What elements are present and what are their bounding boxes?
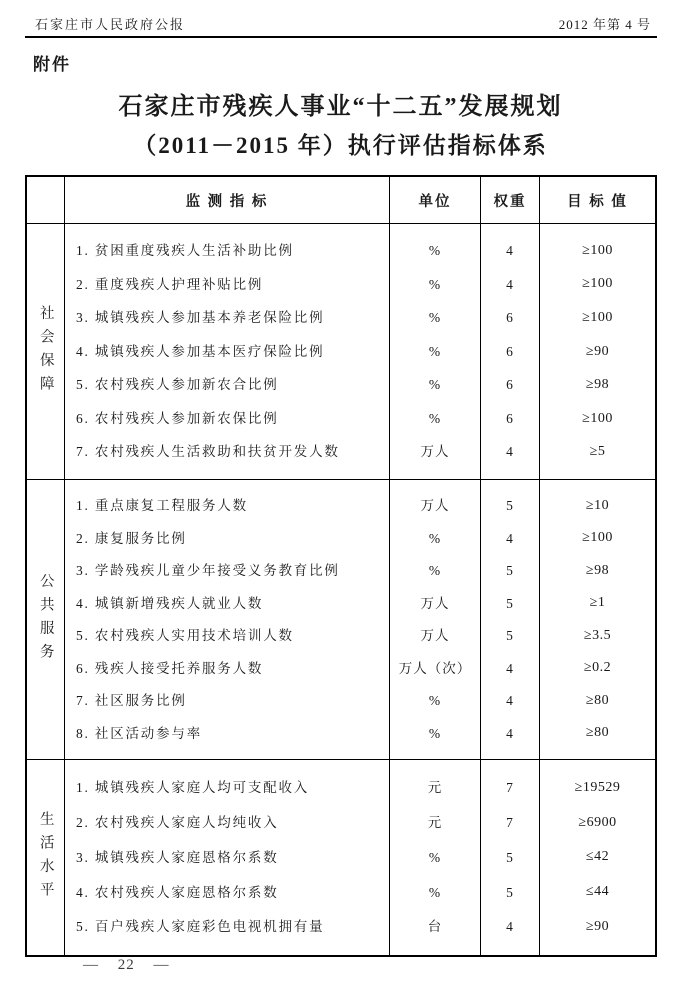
weight-column <box>480 760 539 955</box>
group-category-label <box>27 224 64 479</box>
weight-cell: 4 <box>506 243 514 259</box>
table-group <box>27 479 655 759</box>
unit-cell: 万人 <box>420 498 450 513</box>
weight-cell: 7 <box>506 815 514 830</box>
weight-cell: 5 <box>506 849 514 865</box>
indicator-cell: 6. 残疾人接受托养服务人数 <box>76 660 264 676</box>
group-category-text: 生活水平 <box>37 810 54 905</box>
unit-cell: 元 <box>427 815 443 830</box>
table-body <box>27 223 655 955</box>
indicator-cell: 4. 农村残疾人家庭恩格尔系数 <box>76 884 279 900</box>
unit-cell: 万人 <box>420 444 450 460</box>
indicator-cell: 2. 康复服务比例 <box>76 530 187 546</box>
table-group <box>27 223 655 479</box>
unit-cell: % <box>428 243 442 259</box>
weight-cell: 4 <box>506 530 514 546</box>
target-cell: ≥100 <box>582 410 613 426</box>
weight-cell: 6 <box>506 310 514 326</box>
weight-cell: 5 <box>506 884 514 900</box>
unit-cell: % <box>428 849 442 865</box>
target-cell: ≥6900 <box>578 814 617 830</box>
indicator-cell: 1. 贫困重度残疾人生活补助比例 <box>76 243 294 259</box>
document-title-line2: （2011－2015 年）执行评估指标体系 <box>133 133 548 158</box>
indicator-cell: 2. 重度残疾人护理补贴比例 <box>76 276 264 292</box>
target-cell: ≥19529 <box>574 779 621 795</box>
indicator-cell: 3. 学龄残疾儿童少年接受义务教育比例 <box>76 563 340 578</box>
target-cell: ≥90 <box>585 919 610 935</box>
indicator-cell: 6. 农村残疾人参加新农保比例 <box>76 410 279 426</box>
target-cell: ≥100 <box>582 309 613 325</box>
indicator-cell: 1. 城镇残疾人家庭人均可支配收入 <box>76 780 310 796</box>
indicator-cell: 8. 社区活动参与率 <box>76 725 202 741</box>
unit-cell: % <box>428 276 442 292</box>
target-cell: ≥90 <box>585 343 610 359</box>
indicator-cell: 3. 城镇残疾人家庭恩格尔系数 <box>76 849 279 865</box>
weight-cell: 5 <box>506 628 514 643</box>
target-column <box>539 760 655 955</box>
weight-cell: 4 <box>506 660 514 676</box>
target-cell: ≥80 <box>585 692 610 708</box>
target-cell: ≥1 <box>589 595 606 611</box>
target-cell: ≥100 <box>582 276 613 292</box>
unit-cell: 万人 <box>420 628 450 643</box>
unit-cell: % <box>428 693 442 708</box>
unit-cell: 万人 <box>420 595 450 611</box>
target-cell: ≤44 <box>585 884 610 900</box>
indicator-cell: 2. 农村残疾人家庭人均纯收入 <box>76 815 279 830</box>
header-indicator: 监 测 指 标 <box>64 177 389 223</box>
weight-cell: 7 <box>506 780 514 796</box>
header-weight: 权重 <box>480 177 539 223</box>
unit-cell: % <box>428 725 442 741</box>
unit-cell: 万人（次） <box>398 660 472 676</box>
attachment-label: 附件 <box>33 55 71 74</box>
weight-cell: 4 <box>506 276 514 292</box>
target-cell: ≥100 <box>582 242 613 258</box>
indicator-cell: 4. 城镇新增残疾人就业人数 <box>76 595 264 611</box>
header-target: 目 标 值 <box>539 177 655 223</box>
table-header-row <box>27 177 655 223</box>
unit-cell: 台 <box>427 919 443 935</box>
group-category-label <box>27 760 64 955</box>
indicator-cell: 7. 农村残疾人生活救助和扶贫开发人数 <box>76 444 340 460</box>
unit-cell: % <box>428 563 442 578</box>
group-category-text: 社会保障 <box>37 304 54 399</box>
target-cell: ≤42 <box>585 849 610 865</box>
unit-cell: % <box>428 343 442 359</box>
target-cell: ≥0.2 <box>583 660 612 676</box>
indicator-cell: 5. 农村残疾人参加新农合比例 <box>76 377 279 393</box>
unit-cell: % <box>428 310 442 326</box>
weight-cell: 4 <box>506 444 514 460</box>
unit-column <box>389 224 480 479</box>
indicator-cell: 3. 城镇残疾人参加基本养老保险比例 <box>76 310 325 326</box>
unit-cell: % <box>428 377 442 393</box>
target-cell: ≥3.5 <box>583 627 612 643</box>
unit-cell: % <box>428 530 442 546</box>
indicator-cell: 1. 重点康复工程服务人数 <box>76 498 248 513</box>
running-head <box>35 14 651 33</box>
header-unit: 单位 <box>389 177 480 223</box>
weight-cell: 6 <box>506 377 514 393</box>
weight-column <box>480 480 539 759</box>
indicator-cell: 4. 城镇残疾人参加基本医疗保险比例 <box>76 343 325 359</box>
weight-cell: 4 <box>506 919 514 935</box>
unit-cell: % <box>428 410 442 426</box>
unit-column <box>389 480 480 759</box>
issue-number: 2012 年第 4 号 <box>558 17 651 32</box>
table-group <box>27 759 655 955</box>
header-rule <box>25 36 657 38</box>
indicator-table <box>25 175 657 957</box>
weight-cell: 5 <box>506 595 514 611</box>
weight-cell: 6 <box>506 410 514 426</box>
weight-column <box>480 224 539 479</box>
indicator-column <box>64 480 389 759</box>
document-title-line1: 石家庄市残疾人事业“十二五”发展规划 <box>118 94 563 120</box>
weight-cell: 6 <box>506 343 514 359</box>
target-cell: ≥98 <box>585 377 610 393</box>
group-category-label <box>27 480 64 759</box>
weight-cell: 5 <box>506 498 514 513</box>
target-cell: ≥100 <box>582 530 613 546</box>
indicator-column <box>64 760 389 955</box>
unit-column <box>389 760 480 955</box>
target-cell: ≥98 <box>585 562 610 578</box>
target-column <box>539 224 655 479</box>
weight-cell: 4 <box>506 693 514 708</box>
indicator-cell: 5. 农村残疾人实用技术培训人数 <box>76 628 294 643</box>
target-cell: ≥80 <box>585 725 610 741</box>
indicator-cell: 5. 百户残疾人家庭彩色电视机拥有量 <box>76 919 325 935</box>
indicator-column <box>64 224 389 479</box>
gazette-name: 石家庄市人民政府公报 <box>35 17 186 32</box>
page-number: — 22 — <box>83 957 170 973</box>
weight-cell: 4 <box>506 725 514 741</box>
group-category-text: 公共服务 <box>37 572 54 667</box>
header-blank-cell <box>27 177 64 223</box>
target-column <box>539 480 655 759</box>
unit-cell: % <box>428 884 442 900</box>
weight-cell: 5 <box>506 563 514 578</box>
target-cell: ≥10 <box>585 497 610 513</box>
target-cell: ≥5 <box>589 444 606 460</box>
unit-cell: 元 <box>427 780 443 796</box>
indicator-cell: 7. 社区服务比例 <box>76 693 187 708</box>
